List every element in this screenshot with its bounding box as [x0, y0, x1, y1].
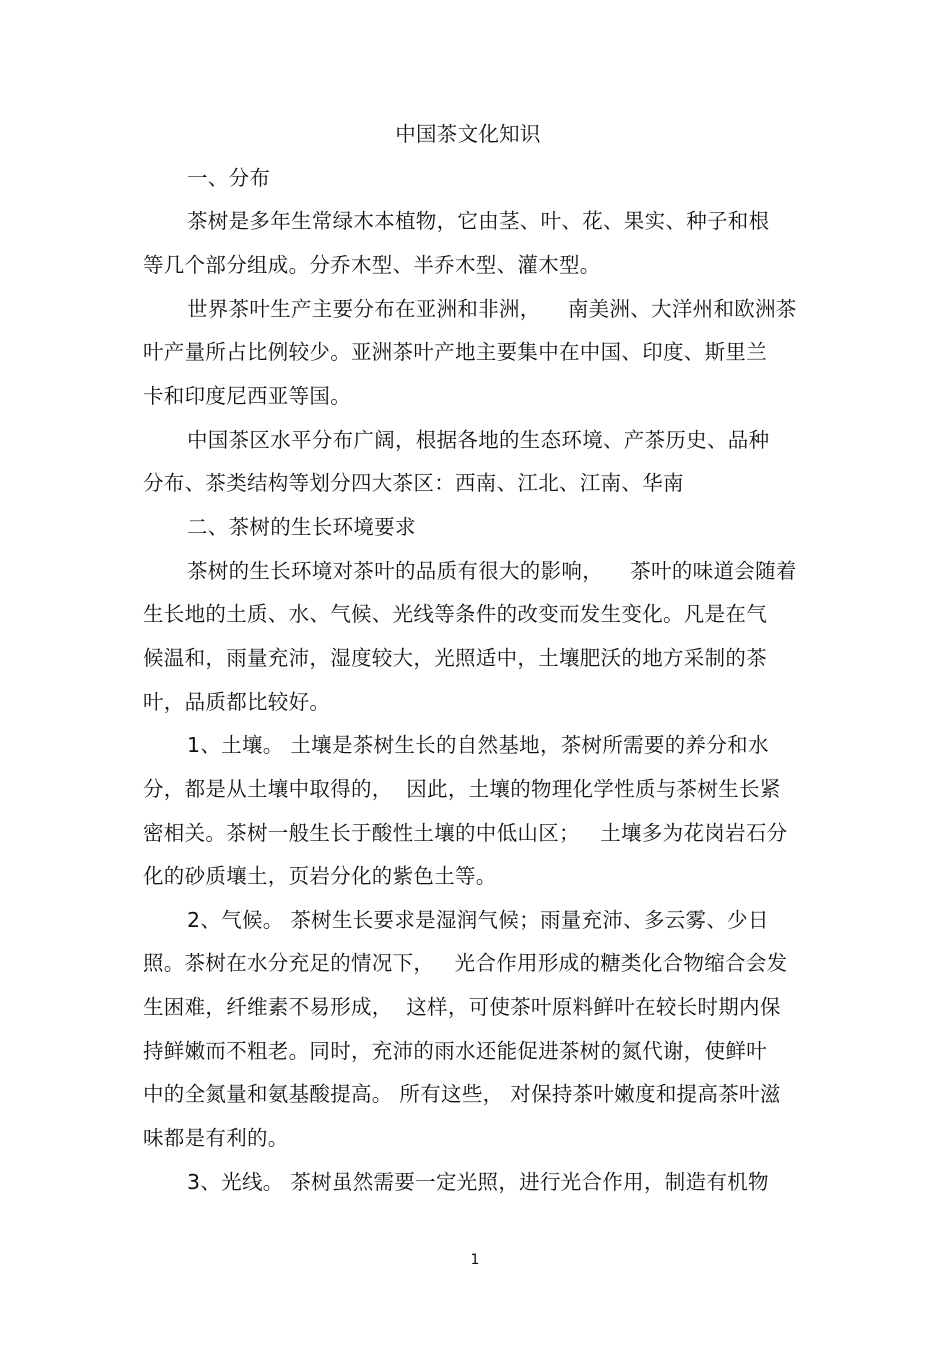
- text-line: 茶树的生长环境对茶叶的品质有很大的影响， 茶叶的味道会随着: [187, 558, 797, 583]
- text-line: 世界茶叶生产主要分布在亚洲和非洲， 南美洲、大洋州和欧洲茶: [187, 296, 797, 321]
- text-line: 中的全氮量和氨基酸提高。 所有这些， 对保持茶叶嫩度和提高茶叶滋: [143, 1082, 781, 1107]
- text-line: 茶树是多年生常绿木本植物，它由茎、叶、花、果实、种子和根: [187, 209, 770, 234]
- text-line: 中国茶区水平分布广阔，根据各地的生态环境、产茶历史、品种: [187, 427, 770, 452]
- text-line: 1、土壤。 土壤是茶树生长的自然基地，茶树所需要的养分和水: [187, 733, 769, 758]
- text-line: 候温和，雨量充沛，湿度较大，光照适中，土壤肥沃的地方采制的茶: [143, 645, 767, 670]
- text-line: 生困难，纤维素不易形成， 这样，可使茶叶原料鲜叶在较长时期内保: [143, 995, 781, 1020]
- text-line: 化的砂质壤土，页岩分化的紫色土等。: [143, 864, 497, 889]
- text-line: 分布、茶类结构等划分四大茶区：西南、江北、江南、华南: [143, 471, 684, 496]
- document-title: 中国茶文化知识: [395, 122, 541, 146]
- text-line: 生长地的土质、水、气候、光线等条件的改变而发生变化。凡是在气: [143, 602, 767, 627]
- text-line: 2、气候。 茶树生长要求是湿润气候；雨量充沛、多云雾、少日: [187, 907, 769, 932]
- text-line: 叶产量所占比例较少。亚洲茶叶产地主要集中在中国、印度、斯里兰: [143, 340, 767, 365]
- text-line: 叶，品质都比较好。: [143, 689, 331, 714]
- text-line: 照。茶树在水分充足的情况下， 光合作用形成的糖类化合物缩合会发: [143, 951, 788, 976]
- text-line: 二、茶树的生长环境要求: [187, 514, 416, 539]
- text-line: 3、光线。 茶树虽然需要一定光照，进行光合作用，制造有机物: [187, 1169, 769, 1194]
- text-line: 味都是有利的。: [143, 1126, 289, 1151]
- text-line: 持鲜嫩而不粗老。同时，充沛的雨水还能促进茶树的氮代谢，使鲜叶: [143, 1038, 767, 1063]
- text-line: 密相关。茶树一般生长于酸性土壤的中低山区； 土壤多为花岗岩石分: [143, 820, 788, 845]
- text-line: 分，都是从土壤中取得的， 因此，土壤的物理化学性质与茶树生长紧: [143, 776, 781, 801]
- text-line: 一、分布: [187, 165, 271, 190]
- page-number: 1: [470, 1252, 480, 1268]
- text-line: 等几个部分组成。分乔木型、半乔木型、灌木型。: [143, 252, 601, 277]
- text-line: 卡和印度尼西亚等国。: [143, 383, 351, 408]
- document-body: [143, 113, 823, 1204]
